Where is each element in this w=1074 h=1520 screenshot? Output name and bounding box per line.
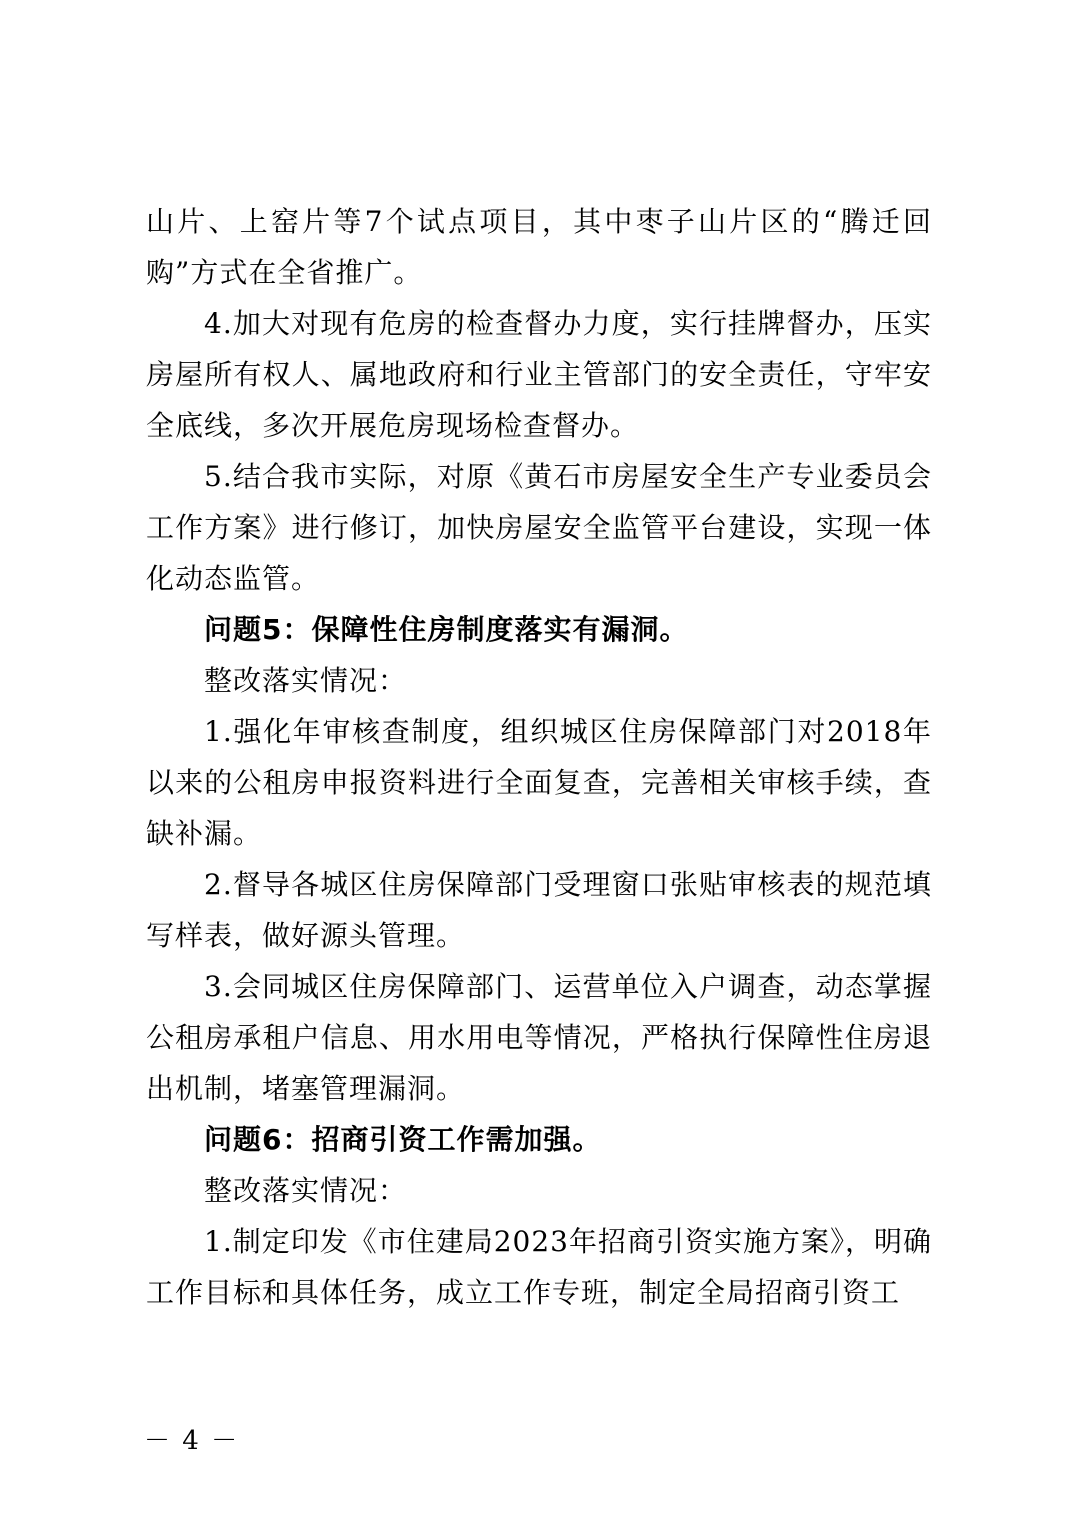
paragraph-item-2: 2.督导各城区住房保障部门受理窗口张贴审核表的规范填写样表，做好源头管理。 — [146, 868, 932, 952]
paragraph-item-1: 1.强化年审核查制度，组织城区住房保障部门对2018年以来的公租房申报资料进行全面复查，完善相关审核手续，查缺补漏。 — [146, 715, 932, 850]
rectification-label: 整改落实情况： — [204, 664, 408, 697]
document-body — [146, 196, 932, 1318]
section-heading-issue-5: 问题5：保障性住房制度落实有漏洞。 — [204, 613, 689, 646]
rectification-label: 整改落实情况： — [204, 1174, 408, 1207]
section-heading-issue-6: 问题6：招商引资工作需加强。 — [204, 1123, 602, 1156]
paragraph-item-1: 1.制定印发《市住建局2023年招商引资实施方案》，明确工作目标和具体任务，成立工作专班，制定全局招商引资工 — [146, 1225, 932, 1309]
page-number: － 4 － — [144, 1426, 240, 1456]
paragraph-item-4: 4.加大对现有危房的检查督办力度，实行挂牌督办，压实房屋所有权人、属地政府和行业主管部门的安全责任，守牢安全底线，多次开展危房现场检查督办。 — [146, 307, 932, 442]
paragraph-continuation: 山片、上窑片等7个试点项目，其中枣子山片区的“腾迁回购”方式在全省推广。 — [146, 205, 932, 289]
paragraph-item-5: 5.结合我市实际，对原《黄石市房屋安全生产专业委员会工作方案》进行修订，加快房屋安全监管平台建设，实现一体化动态监管。 — [146, 460, 932, 595]
paragraph-item-3: 3.会同城区住房保障部门、运营单位入户调查，动态掌握公租房承租户信息、用水用电等情况，严格执行保障性住房退出机制，堵塞管理漏洞。 — [146, 970, 932, 1105]
